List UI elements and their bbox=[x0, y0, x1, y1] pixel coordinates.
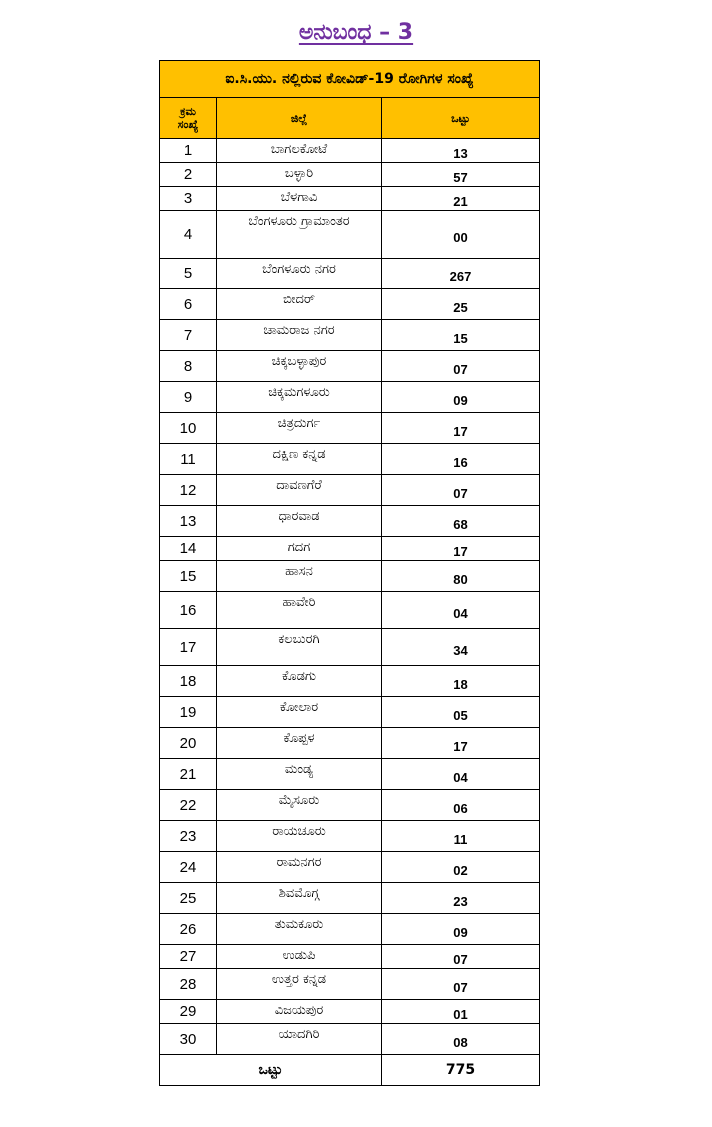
row-count: 267 bbox=[382, 259, 540, 289]
row-count: 06 bbox=[382, 790, 540, 821]
row-sl-no: 20 bbox=[160, 728, 217, 759]
row-sl-no: 11 bbox=[160, 444, 217, 475]
row-sl-no: 23 bbox=[160, 821, 217, 852]
row-sl-no: 15 bbox=[160, 561, 217, 592]
table-row bbox=[160, 537, 540, 561]
row-count: 18 bbox=[382, 666, 540, 697]
table-row bbox=[160, 561, 540, 592]
row-sl-no: 9 bbox=[160, 382, 217, 413]
header-district: ಜಿಲ್ಲೆ bbox=[217, 98, 382, 139]
row-district: ಚಿಕ್ಕಮಗಳೂರು bbox=[217, 382, 382, 413]
row-count: 05 bbox=[382, 697, 540, 728]
row-sl-no: 28 bbox=[160, 969, 217, 1000]
table-row bbox=[160, 969, 540, 1000]
table-row bbox=[160, 666, 540, 697]
page-title: ಅನುಬಂಧ – 3 bbox=[298, 20, 414, 45]
row-district: ವಿಜಯಪುರ bbox=[217, 1000, 382, 1024]
header-total: ಒಟ್ಟು bbox=[382, 98, 540, 139]
row-district: ಉತ್ತರ ಕನ್ನಡ bbox=[217, 969, 382, 1000]
table-row bbox=[160, 351, 540, 382]
row-count: 04 bbox=[382, 759, 540, 790]
table-row bbox=[160, 821, 540, 852]
row-district: ಕೋಲಾರ bbox=[217, 697, 382, 728]
header-sl-no: ಕ್ರಮ ಸಂಖ್ಯೆ bbox=[160, 98, 217, 139]
row-sl-no: 21 bbox=[160, 759, 217, 790]
table-row bbox=[160, 382, 540, 413]
row-district: ಬೀದರ್ bbox=[217, 289, 382, 320]
row-sl-no: 29 bbox=[160, 1000, 217, 1024]
row-district: ಶಿವಮೊಗ್ಗ bbox=[217, 883, 382, 914]
row-sl-no: 1 bbox=[160, 139, 217, 163]
table-row bbox=[160, 852, 540, 883]
row-count: 13 bbox=[382, 139, 540, 163]
row-district: ಚಿತ್ರದುರ್ಗ bbox=[217, 413, 382, 444]
row-sl-no: 19 bbox=[160, 697, 217, 728]
row-sl-no: 10 bbox=[160, 413, 217, 444]
row-district: ರಾಯಚೂರು bbox=[217, 821, 382, 852]
row-sl-no: 26 bbox=[160, 914, 217, 945]
row-district: ಬೆಂಗಳೂರು ಗ್ರಾಮಾಂತರ bbox=[217, 211, 382, 259]
row-district: ಕಲಬುರಗಿ bbox=[217, 629, 382, 666]
row-sl-no: 7 bbox=[160, 320, 217, 351]
row-sl-no: 12 bbox=[160, 475, 217, 506]
row-sl-no: 14 bbox=[160, 537, 217, 561]
table-row bbox=[160, 914, 540, 945]
table-row bbox=[160, 728, 540, 759]
row-count: 17 bbox=[382, 728, 540, 759]
row-district: ದಕ್ಷಿಣ ಕನ್ನಡ bbox=[217, 444, 382, 475]
row-sl-no: 16 bbox=[160, 592, 217, 629]
total-value: 775 bbox=[382, 1055, 540, 1086]
row-count: 25 bbox=[382, 289, 540, 320]
row-count: 21 bbox=[382, 187, 540, 211]
table-row bbox=[160, 187, 540, 211]
table-row bbox=[160, 759, 540, 790]
row-sl-no: 13 bbox=[160, 506, 217, 537]
table-row bbox=[160, 506, 540, 537]
row-count: 08 bbox=[382, 1024, 540, 1055]
row-sl-no: 25 bbox=[160, 883, 217, 914]
row-count: 09 bbox=[382, 914, 540, 945]
row-district: ಕೊಪ್ಪಳ bbox=[217, 728, 382, 759]
table-row bbox=[160, 475, 540, 506]
row-count: 11 bbox=[382, 821, 540, 852]
row-sl-no: 2 bbox=[160, 163, 217, 187]
row-district: ಬೆಳಗಾವಿ bbox=[217, 187, 382, 211]
row-district: ಹಾವೇರಿ bbox=[217, 592, 382, 629]
row-district: ಗದಗ bbox=[217, 537, 382, 561]
row-count: 09 bbox=[382, 382, 540, 413]
row-count: 01 bbox=[382, 1000, 540, 1024]
row-sl-no: 30 bbox=[160, 1024, 217, 1055]
row-sl-no: 17 bbox=[160, 629, 217, 666]
row-count: 23 bbox=[382, 883, 540, 914]
table-row bbox=[160, 945, 540, 969]
row-count: 00 bbox=[382, 211, 540, 259]
row-count: 02 bbox=[382, 852, 540, 883]
row-district: ಬೆಂಗಳೂರು ನಗರ bbox=[217, 259, 382, 289]
row-district: ಚಿಕ್ಕಬಳ್ಳಾಪುರ bbox=[217, 351, 382, 382]
table-row bbox=[160, 629, 540, 666]
row-count: 07 bbox=[382, 351, 540, 382]
row-district: ಮಂಡ್ಯ bbox=[217, 759, 382, 790]
row-district: ಚಾಮರಾಜ ನಗರ bbox=[217, 320, 382, 351]
row-count: 07 bbox=[382, 945, 540, 969]
row-count: 68 bbox=[382, 506, 540, 537]
row-sl-no: 3 bbox=[160, 187, 217, 211]
table-row bbox=[160, 289, 540, 320]
table-row bbox=[160, 790, 540, 821]
row-sl-no: 24 bbox=[160, 852, 217, 883]
row-sl-no: 27 bbox=[160, 945, 217, 969]
icu-patients-table bbox=[159, 60, 540, 1086]
row-sl-no: 4 bbox=[160, 211, 217, 259]
row-count: 17 bbox=[382, 537, 540, 561]
row-district: ಮೈಸೂರು bbox=[217, 790, 382, 821]
table-row bbox=[160, 139, 540, 163]
row-district: ಕೊಡಗು bbox=[217, 666, 382, 697]
table-caption: ಐ.ಸಿ.ಯು. ನಲ್ಲಿರುವ ಕೋವಿಡ್-19 ರೋಗಿಗಳ ಸಂಖ್ಯೆ bbox=[160, 61, 540, 98]
row-sl-no: 18 bbox=[160, 666, 217, 697]
total-label: ಒಟ್ಟು bbox=[160, 1055, 382, 1086]
row-district: ರಾಮನಗರ bbox=[217, 852, 382, 883]
table-row bbox=[160, 697, 540, 728]
table-row bbox=[160, 413, 540, 444]
row-district: ತುಮಕೂರು bbox=[217, 914, 382, 945]
row-count: 04 bbox=[382, 592, 540, 629]
row-count: 16 bbox=[382, 444, 540, 475]
row-district: ಉಡುಪಿ bbox=[217, 945, 382, 969]
row-sl-no: 22 bbox=[160, 790, 217, 821]
row-district: ಯಾದಗಿರಿ bbox=[217, 1024, 382, 1055]
table-row bbox=[160, 444, 540, 475]
row-district: ಬಾಗಲಕೋಟೆ bbox=[217, 139, 382, 163]
table-row bbox=[160, 211, 540, 259]
total-row bbox=[160, 1055, 540, 1086]
row-sl-no: 5 bbox=[160, 259, 217, 289]
row-sl-no: 8 bbox=[160, 351, 217, 382]
header-row bbox=[160, 98, 540, 139]
row-count: 57 bbox=[382, 163, 540, 187]
table-row bbox=[160, 320, 540, 351]
row-sl-no: 6 bbox=[160, 289, 217, 320]
row-count: 07 bbox=[382, 475, 540, 506]
row-district: ಹಾಸನ bbox=[217, 561, 382, 592]
table-row bbox=[160, 883, 540, 914]
row-count: 34 bbox=[382, 629, 540, 666]
row-district: ದಾವಣಗೆರೆ bbox=[217, 475, 382, 506]
row-district: ಧಾರವಾಡ bbox=[217, 506, 382, 537]
table-row bbox=[160, 592, 540, 629]
table-row bbox=[160, 1000, 540, 1024]
row-count: 80 bbox=[382, 561, 540, 592]
table-row bbox=[160, 259, 540, 289]
row-district: ಬಳ್ಳಾರಿ bbox=[217, 163, 382, 187]
table-row bbox=[160, 163, 540, 187]
row-count: 15 bbox=[382, 320, 540, 351]
row-count: 07 bbox=[382, 969, 540, 1000]
row-count: 17 bbox=[382, 413, 540, 444]
table-row bbox=[160, 1024, 540, 1055]
